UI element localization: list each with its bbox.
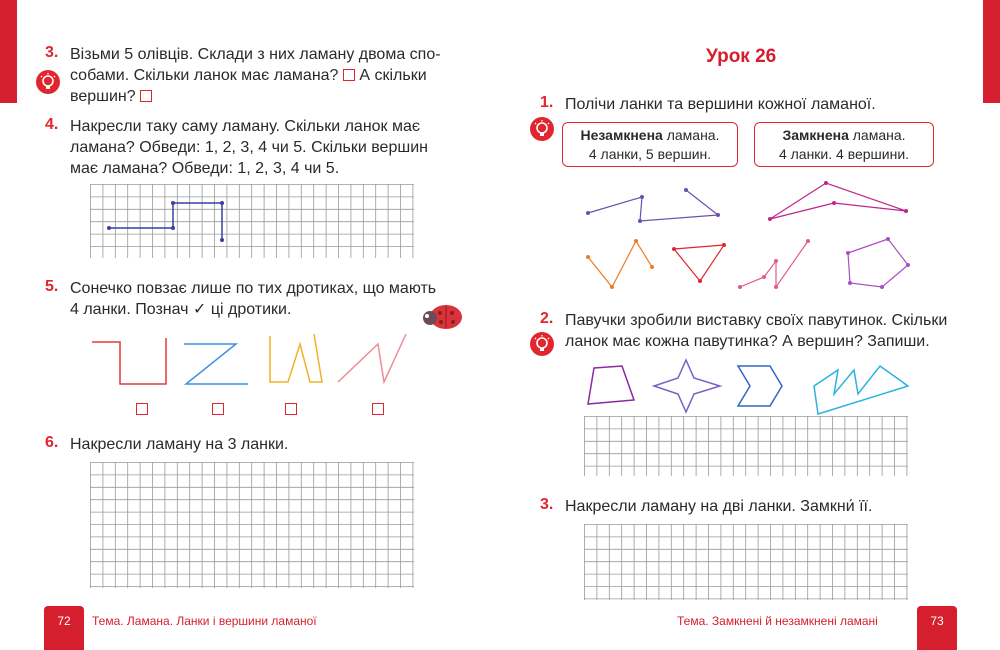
checkbox-wire-1[interactable] [136,403,148,415]
wire-pink [338,334,406,382]
polyline-magenta [768,181,908,221]
checkbox-wire-4[interactable] [372,403,384,415]
polyline-purple-open [586,188,720,223]
r-task3-number: 3. [540,496,554,513]
info-box-closed-line2: 4 ланки. 4 вершини. [778,146,910,162]
polyline-orange [586,239,654,289]
ladybug-icon [416,300,468,334]
info-box-open-line1 [563,126,737,145]
task3-line3 [70,86,465,107]
task5-number: 5. [45,278,59,295]
web-cyan [814,366,908,414]
task3-line2 [70,65,465,86]
task3-line3-text: вершин? [70,88,136,105]
lightbulb-icon [530,117,554,141]
left-edge-tab [0,0,17,103]
answer-box[interactable] [140,90,152,102]
footer-topic-left: Тема. Ламана. Ланки і вершини ламаної [92,614,317,628]
task3-line2a: собами. Скільки ланок має ламана? [70,67,339,84]
task6-number: 6. [45,434,59,451]
r-task2-line2: ланок має кожна павутинка? А вершин? Запиши. [565,333,930,350]
polygon-red-triangle [672,243,726,283]
info-box-closed [754,122,934,167]
wire-blue [184,344,248,384]
web-blue [738,366,782,406]
page-number-right-text: 73 [930,614,944,628]
task4-line1: Накресли таку саму ламану. Скільки ланок має [70,118,421,135]
task4-line3: має ламана? Обведи: 1, 2, 3, 4 чи 5. [70,160,340,177]
page-number-left-text: 72 [57,614,71,628]
info-box-open [562,122,738,167]
task1-polylines [578,175,918,300]
spider-webs-figure [582,356,912,418]
task3-right-grid [584,524,908,600]
page-number-left [44,606,84,650]
info-open-bold: Незамкнена [580,127,663,143]
page-number-right [917,606,957,650]
task3-number: 3. [45,44,59,61]
task4-line2: ламана? Обведи: 1, 2, 3, 4 чи 5. Скільки вершин [70,139,428,156]
wire-yellow [270,334,322,382]
info-closed-rest: ламана. [848,127,906,143]
info-box-closed-line1 [755,126,933,145]
right-edge-tab [983,0,1000,103]
task3-text [70,44,465,107]
task5-line1: Сонечко повзає лише по тих дротиках, що мають [70,280,437,297]
wire-red [92,338,166,384]
r-task2-number: 2. [540,310,554,327]
info-box-open-line2: 4 ланки, 5 вершин. [588,146,712,162]
task4-text [70,116,465,179]
task2-grid [584,416,908,476]
lightbulb-icon [36,70,60,94]
task4-number: 4. [45,116,59,133]
polygon-violet-pentagon [846,237,910,289]
r-task2-line1: Павучки зробили виставку своїх павутинок. Скільки [565,312,948,329]
task6-text: Накресли ламану на 3 ланки. [70,436,289,453]
task3-line1: Візьми 5 олівців. Склади з них ламану двома спо- [70,46,441,63]
task4-grid [90,184,414,258]
polyline-pink [738,239,810,289]
footer-topic-right: Тема. Замкнені й незамкнені ламані [677,614,878,628]
info-open-rest: ламана. [662,127,720,143]
task3-line2b: А скільки [359,67,427,84]
r-task1-text: Полічи ланки та вершини кожної ламаної. [565,96,876,113]
checkbox-wire-2[interactable] [212,403,224,415]
lightbulb-icon [530,332,554,356]
r-task3-text: Накресли ламану на дві ланки. Замкни́ її. [565,498,873,515]
task5-line2: 4 ланки. Познач ✓ ці дротики. [70,301,292,318]
task5-text [70,278,465,320]
wires-figure [88,330,418,390]
r-task2-text [565,310,960,352]
r-task1-number: 1. [540,94,554,111]
info-closed-bold: Замкнена [782,127,849,143]
lesson-title: Урок 26 [706,46,777,67]
task6-grid [90,462,414,588]
checkbox-wire-3[interactable] [285,403,297,415]
answer-box[interactable] [343,69,355,81]
web-purple [588,366,634,404]
web-star [654,360,720,412]
